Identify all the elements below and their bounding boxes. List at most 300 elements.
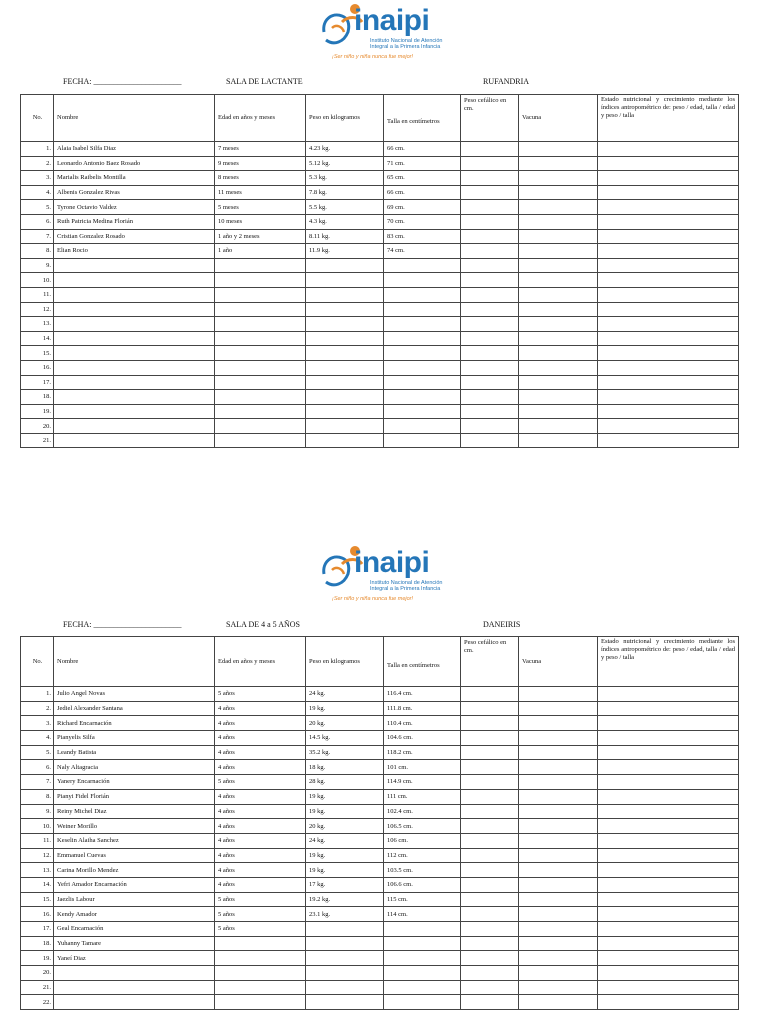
cell-edad [215, 433, 306, 448]
cell-nombre [54, 433, 215, 448]
cell-vacuna [519, 142, 598, 157]
cell-edad: 4 años [215, 731, 306, 746]
cell-estado [598, 433, 739, 448]
cell-vacuna [519, 833, 598, 848]
header-vacuna: Vacuna [519, 637, 598, 687]
cell-talla [384, 360, 461, 375]
cell-nombre: Pianyi Fidel Florián [54, 789, 215, 804]
inaipi-logo [318, 544, 458, 606]
cell-nombre: Albenis Gonzalez Rivas [54, 185, 215, 200]
table-row [21, 789, 739, 804]
cell-peso: 14.5 kg. [306, 731, 384, 746]
cell-estado [598, 951, 739, 966]
table-row [21, 848, 739, 863]
fecha-label: FECHA: ______________________ [63, 77, 182, 86]
cell-cefalico [461, 804, 519, 819]
cell-peso [306, 273, 384, 288]
cell-peso: 24 kg. [306, 687, 384, 702]
cell-talla: 101 cm. [384, 760, 461, 775]
cell-vacuna [519, 404, 598, 419]
cell-nombre: Naly Altagracia [54, 760, 215, 775]
cell-cefalico [461, 390, 519, 405]
cell-talla: 118.2 cm. [384, 745, 461, 760]
cell-estado [598, 819, 739, 834]
cell-peso: 5.3 kg. [306, 171, 384, 186]
table-row [21, 302, 739, 317]
cell-peso [306, 258, 384, 273]
cell-talla [384, 390, 461, 405]
table-row [21, 760, 739, 775]
cell-nombre: Geal Encarnación [54, 922, 215, 937]
cell-talla: 116.4 cm. [384, 687, 461, 702]
cell-nombre: Kendy Amador [54, 907, 215, 922]
cell-no: 13. [21, 317, 54, 332]
institute-name: Instituto Nacional de Atención Integral a la Primera Infancia [370, 580, 443, 592]
cell-nombre: Leandy Batista [54, 745, 215, 760]
inaipi-logo [318, 2, 458, 64]
cell-cefalico [461, 687, 519, 702]
cell-cefalico [461, 760, 519, 775]
cell-edad [215, 966, 306, 981]
cell-peso [306, 331, 384, 346]
cell-talla [384, 922, 461, 937]
cell-vacuna [519, 390, 598, 405]
cell-peso: 35.2 kg. [306, 745, 384, 760]
cell-estado [598, 980, 739, 995]
cell-no: 4. [21, 731, 54, 746]
table-row [21, 375, 739, 390]
cell-peso: 19.2 kg. [306, 892, 384, 907]
table-row [21, 907, 739, 922]
cell-cefalico [461, 331, 519, 346]
cell-vacuna [519, 819, 598, 834]
table-row [21, 171, 739, 186]
cell-cefalico [461, 907, 519, 922]
table-row [21, 331, 739, 346]
cell-nombre [54, 966, 215, 981]
cell-peso: 19 kg. [306, 789, 384, 804]
cell-cefalico [461, 375, 519, 390]
cell-talla [384, 995, 461, 1010]
table-row [21, 287, 739, 302]
cell-no: 20. [21, 966, 54, 981]
cell-peso: 24 kg. [306, 833, 384, 848]
cell-estado [598, 273, 739, 288]
table-row [21, 214, 739, 229]
cell-talla: 111 cm. [384, 789, 461, 804]
cell-no: 5. [21, 200, 54, 215]
cell-peso: 5.12 kg. [306, 156, 384, 171]
cell-edad: 4 años [215, 833, 306, 848]
cell-vacuna [519, 789, 598, 804]
cell-edad: 5 años [215, 775, 306, 790]
table-row [21, 819, 739, 834]
cell-no: 5. [21, 745, 54, 760]
cell-edad [215, 258, 306, 273]
cell-edad: 5 años [215, 892, 306, 907]
cell-nombre: Yuhanny Tamare [54, 936, 215, 951]
cell-estado [598, 404, 739, 419]
cell-estado [598, 877, 739, 892]
cell-no: 15. [21, 346, 54, 361]
cell-talla: 106.6 cm. [384, 877, 461, 892]
header-edad: Edad en años y meses [215, 95, 306, 142]
cell-cefalico [461, 745, 519, 760]
cell-no: 9. [21, 804, 54, 819]
institute-name: Instituto Nacional de Atención Integral a la Primera Infancia [370, 38, 443, 50]
cell-edad: 8 meses [215, 171, 306, 186]
table-row [21, 185, 739, 200]
cell-no: 3. [21, 716, 54, 731]
cell-no: 21. [21, 433, 54, 448]
table-row [21, 244, 739, 259]
cell-no: 4. [21, 185, 54, 200]
cell-talla [384, 287, 461, 302]
cell-no: 16. [21, 360, 54, 375]
cell-nombre [54, 995, 215, 1010]
cell-edad: 1 año [215, 244, 306, 259]
cell-no: 11. [21, 287, 54, 302]
header-talla: Talla en centímetros [384, 637, 461, 687]
cell-edad [215, 980, 306, 995]
cell-vacuna [519, 745, 598, 760]
cell-edad [215, 346, 306, 361]
cell-nombre: Yaneí Diaz [54, 951, 215, 966]
cell-peso: 23.1 kg. [306, 907, 384, 922]
cell-no: 9. [21, 258, 54, 273]
cell-vacuna [519, 346, 598, 361]
cell-estado [598, 907, 739, 922]
cell-talla [384, 331, 461, 346]
cell-no: 6. [21, 214, 54, 229]
header-peso: Peso en kilogramos [306, 95, 384, 142]
cell-peso [306, 419, 384, 434]
cell-edad [215, 302, 306, 317]
cell-edad [215, 273, 306, 288]
cell-nombre [54, 375, 215, 390]
cell-no: 8. [21, 789, 54, 804]
cell-edad: 5 años [215, 687, 306, 702]
cell-edad: 4 años [215, 804, 306, 819]
cell-peso [306, 346, 384, 361]
cell-vacuna [519, 302, 598, 317]
cell-peso [306, 390, 384, 405]
table-header [21, 95, 739, 142]
cell-estado [598, 848, 739, 863]
cell-edad: 4 años [215, 716, 306, 731]
cell-edad [215, 360, 306, 375]
table-row [21, 892, 739, 907]
cell-cefalico [461, 346, 519, 361]
cell-estado [598, 716, 739, 731]
cell-estado [598, 317, 739, 332]
cell-cefalico [461, 185, 519, 200]
slogan: ¡Ser niño y niña nunca fue mejor! [332, 54, 414, 60]
brand-name: inaipi [354, 546, 430, 579]
cell-vacuna [519, 375, 598, 390]
header-nombre: Nombre [54, 95, 215, 142]
cell-talla: 65 cm. [384, 171, 461, 186]
cell-vacuna [519, 775, 598, 790]
cell-no: 1. [21, 142, 54, 157]
cell-edad [215, 936, 306, 951]
cell-vacuna [519, 156, 598, 171]
cell-peso [306, 317, 384, 332]
cell-no: 22. [21, 995, 54, 1010]
cell-talla [384, 273, 461, 288]
header-talla: Talla en centímetros [384, 95, 461, 142]
cell-estado [598, 200, 739, 215]
cell-talla: 111.8 cm. [384, 701, 461, 716]
cell-estado [598, 922, 739, 937]
cell-vacuna [519, 214, 598, 229]
cell-vacuna [519, 244, 598, 259]
cell-no: 19. [21, 404, 54, 419]
table-header [21, 637, 739, 687]
cell-vacuna [519, 171, 598, 186]
cell-cefalico [461, 966, 519, 981]
cell-talla: 66 cm. [384, 185, 461, 200]
cell-nombre: Yanery Encarnación [54, 775, 215, 790]
table-row [21, 404, 739, 419]
cell-cefalico [461, 819, 519, 834]
cell-cefalico [461, 244, 519, 259]
cell-nombre: Reiny Michel Diaz [54, 804, 215, 819]
cell-vacuna [519, 951, 598, 966]
cell-vacuna [519, 185, 598, 200]
cell-talla [384, 258, 461, 273]
cell-talla: 69 cm. [384, 200, 461, 215]
cell-talla: 71 cm. [384, 156, 461, 171]
cell-cefalico [461, 287, 519, 302]
cell-vacuna [519, 687, 598, 702]
cell-edad: 4 años [215, 877, 306, 892]
cell-edad [215, 951, 306, 966]
cell-no: 7. [21, 229, 54, 244]
cell-edad: 1 año y 2 meses [215, 229, 306, 244]
cell-talla: 112 cm. [384, 848, 461, 863]
cell-peso: 4.3 kg. [306, 214, 384, 229]
header-cefalico: Peso cefálico en cm. [461, 95, 519, 142]
cell-talla [384, 936, 461, 951]
table-row [21, 200, 739, 215]
cell-edad: 7 meses [215, 142, 306, 157]
cell-talla: 102.4 cm. [384, 804, 461, 819]
cell-vacuna [519, 258, 598, 273]
cell-no: 18. [21, 936, 54, 951]
cell-estado [598, 892, 739, 907]
cell-no: 19. [21, 951, 54, 966]
cell-edad [215, 390, 306, 405]
cell-peso [306, 404, 384, 419]
cell-peso: 11.9 kg. [306, 244, 384, 259]
cell-talla [384, 951, 461, 966]
cell-vacuna [519, 273, 598, 288]
cell-estado [598, 419, 739, 434]
teacher-name: DANEIRIS [483, 620, 521, 629]
cell-vacuna [519, 804, 598, 819]
cell-cefalico [461, 980, 519, 995]
cell-vacuna [519, 877, 598, 892]
cell-cefalico [461, 404, 519, 419]
cell-nombre: Weiner Morillo [54, 819, 215, 834]
cell-cefalico [461, 171, 519, 186]
header-cefalico: Peso cefálico en cm. [461, 637, 519, 687]
cell-cefalico [461, 789, 519, 804]
cell-nombre: Tyrone Octavio Valdez [54, 200, 215, 215]
table-row [21, 922, 739, 937]
cell-cefalico [461, 951, 519, 966]
cell-cefalico [461, 936, 519, 951]
cell-peso [306, 360, 384, 375]
cell-no: 10. [21, 273, 54, 288]
cell-peso: 4.23 kg. [306, 142, 384, 157]
growth-table-lactante [20, 94, 739, 448]
cell-no: 17. [21, 375, 54, 390]
cell-no: 6. [21, 760, 54, 775]
cell-nombre [54, 980, 215, 995]
cell-edad: 4 años [215, 848, 306, 863]
cell-cefalico [461, 716, 519, 731]
cell-peso: 20 kg. [306, 716, 384, 731]
cell-no: 20. [21, 419, 54, 434]
cell-peso [306, 433, 384, 448]
cell-talla [384, 302, 461, 317]
cell-no: 17. [21, 922, 54, 937]
table-row [21, 433, 739, 448]
cell-nombre: Alaia Isabel Silfa Diaz [54, 142, 215, 157]
cell-cefalico [461, 892, 519, 907]
header-nombre: Nombre [54, 637, 215, 687]
cell-estado [598, 360, 739, 375]
cell-peso: 19 kg. [306, 804, 384, 819]
table-row [21, 966, 739, 981]
cell-edad: 5 años [215, 922, 306, 937]
table-row [21, 863, 739, 878]
cell-cefalico [461, 848, 519, 863]
cell-no: 12. [21, 302, 54, 317]
cell-no: 14. [21, 877, 54, 892]
cell-estado [598, 833, 739, 848]
cell-estado [598, 214, 739, 229]
cell-nombre: Jediel Alexander Santana [54, 701, 215, 716]
cell-talla [384, 375, 461, 390]
growth-table-4-5 [20, 636, 739, 1010]
header-edad: Edad en años y meses [215, 637, 306, 687]
cell-cefalico [461, 156, 519, 171]
cell-talla: 83 cm. [384, 229, 461, 244]
cell-talla: 104.6 cm. [384, 731, 461, 746]
cell-cefalico [461, 200, 519, 215]
cell-vacuna [519, 848, 598, 863]
cell-nombre [54, 404, 215, 419]
table-row [21, 980, 739, 995]
cell-talla [384, 966, 461, 981]
cell-nombre: Cristian Gonzalez Rosado [54, 229, 215, 244]
cell-edad [215, 419, 306, 434]
cell-nombre: Marialis Raibelis Montilla [54, 171, 215, 186]
cell-cefalico [461, 833, 519, 848]
cell-edad: 5 meses [215, 200, 306, 215]
header-vacuna: Vacuna [519, 95, 598, 142]
cell-vacuna [519, 701, 598, 716]
cell-estado [598, 789, 739, 804]
cell-cefalico [461, 433, 519, 448]
cell-estado [598, 745, 739, 760]
cell-edad: 5 años [215, 907, 306, 922]
cell-nombre: Carina Morillo Mendez [54, 863, 215, 878]
header-no: No. [21, 95, 54, 142]
cell-no: 1. [21, 687, 54, 702]
cell-talla: 110.4 cm. [384, 716, 461, 731]
cell-vacuna [519, 433, 598, 448]
cell-talla [384, 404, 461, 419]
cell-edad: 4 años [215, 863, 306, 878]
cell-cefalico [461, 701, 519, 716]
cell-vacuna [519, 200, 598, 215]
cell-nombre [54, 419, 215, 434]
table-row [21, 156, 739, 171]
header-estado: Estado nutricional y crecimiento mediante los índices antropométrico de: peso / edad, talla / edad y peso / talla [598, 637, 739, 687]
cell-no: 8. [21, 244, 54, 259]
cell-nombre [54, 317, 215, 332]
cell-no: 2. [21, 156, 54, 171]
table-row [21, 731, 739, 746]
table-row [21, 229, 739, 244]
cell-estado [598, 244, 739, 259]
cell-vacuna [519, 716, 598, 731]
cell-nombre [54, 331, 215, 346]
cell-vacuna [519, 995, 598, 1010]
cell-nombre: Richard Encarnación [54, 716, 215, 731]
cell-talla [384, 419, 461, 434]
table-row [21, 419, 739, 434]
cell-vacuna [519, 317, 598, 332]
fecha-label: FECHA: ______________________ [63, 620, 182, 629]
cell-no: 2. [21, 701, 54, 716]
cell-cefalico [461, 877, 519, 892]
cell-peso [306, 375, 384, 390]
cell-talla: 74 cm. [384, 244, 461, 259]
cell-nombre: Emmanuel Cuevas [54, 848, 215, 863]
cell-edad: 10 meses [215, 214, 306, 229]
cell-peso: 19 kg. [306, 863, 384, 878]
cell-vacuna [519, 229, 598, 244]
cell-peso: 28 kg. [306, 775, 384, 790]
cell-estado [598, 760, 739, 775]
cell-nombre [54, 258, 215, 273]
table-row [21, 775, 739, 790]
table-row [21, 951, 739, 966]
cell-cefalico [461, 775, 519, 790]
table-row [21, 833, 739, 848]
table-row [21, 745, 739, 760]
cell-cefalico [461, 419, 519, 434]
cell-edad [215, 287, 306, 302]
cell-talla [384, 346, 461, 361]
table-row [21, 390, 739, 405]
cell-nombre: Pianyelis Silfa [54, 731, 215, 746]
cell-vacuna [519, 980, 598, 995]
cell-estado [598, 390, 739, 405]
table-row [21, 258, 739, 273]
cell-no: 21. [21, 980, 54, 995]
cell-nombre: Yefri Amador Encarnación [54, 877, 215, 892]
cell-nombre: Julio Angel Novas [54, 687, 215, 702]
table-row [21, 716, 739, 731]
cell-vacuna [519, 419, 598, 434]
cell-talla [384, 433, 461, 448]
